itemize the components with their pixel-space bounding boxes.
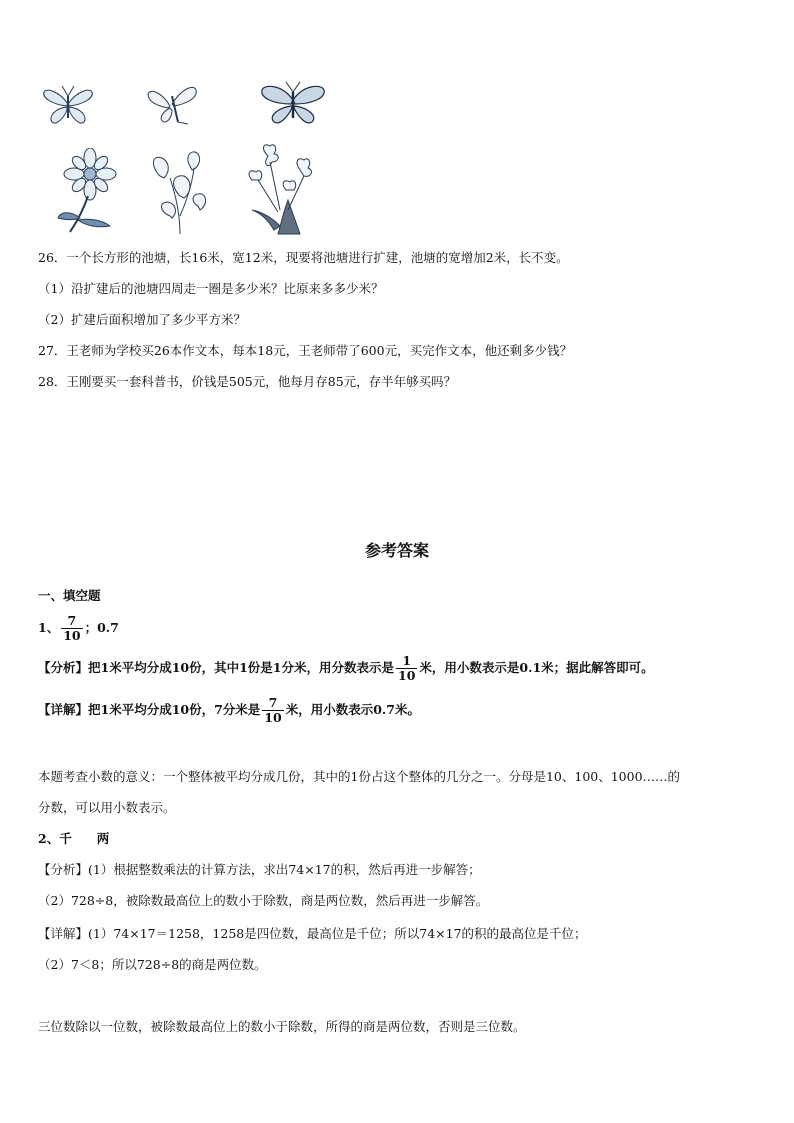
- answer-1: [38, 612, 119, 644]
- analysis-text-b: 米，用小数表示是0.1米；据此解答即可。: [419, 660, 654, 675]
- fraction-denominator: 10: [264, 710, 282, 725]
- answer-1-analysis: [38, 652, 654, 684]
- analysis-fraction: [396, 654, 417, 683]
- section-fill-in-blank: 一、填空题: [38, 588, 101, 603]
- answer-2: 2、千 两: [38, 831, 110, 846]
- answer-1-detail: [38, 694, 420, 726]
- fraction-numerator: 7: [262, 696, 283, 711]
- answer-1-note-line-1: 本题考查小数的意义：一个整体被平均分成几份，其中的1份占这个整体的几分之一。分母是10、100、1000……的: [38, 769, 681, 784]
- detail-text-b: 米，用小数表示0.7米。: [285, 702, 420, 717]
- answer-2-note: 三位数除以一位数，被除数最高位上的数小于除数，所得的商是两位数，否则是三位数。: [38, 1019, 526, 1034]
- fraction-denominator: 10: [63, 628, 81, 643]
- answer-1-fraction: [61, 614, 82, 643]
- answer-1-note-line-2: 分数，可以用小数表示。: [38, 800, 176, 815]
- question-26-part-1: （1）沿扩建后的池塘四周走一圈是多少米？比原来多多少米？: [38, 281, 384, 296]
- fraction-numerator: 1: [396, 654, 417, 669]
- detail-fraction: [262, 696, 283, 725]
- analysis-text-a: 【分析】把1米平均分成10份，其中1份是1分米，用分数表示是: [38, 660, 394, 675]
- question-28: 28．王刚要买一套科普书，价钱是505元，他每月存85元，存半年够买吗？: [38, 374, 457, 389]
- butterfly-image-1: [38, 82, 98, 128]
- butterfly-image-3: [258, 80, 328, 128]
- answer-1-suffix: ；0.7: [84, 620, 119, 635]
- fraction-denominator: 10: [398, 668, 416, 683]
- fraction-numerator: 7: [61, 614, 82, 629]
- answer-2-analysis-2: （2）728÷8，被除数最高位上的数小于除数，商是两位数，然后再进一步解答。: [38, 893, 489, 908]
- answer-2-detail-1: 【详解】(1）74×17＝1258，1258是四位数，最高位是千位；所以74×17的积的最高位是千位；: [38, 926, 587, 941]
- answer-2-detail-2: （2）7＜8；所以728÷8的商是两位数。: [38, 957, 267, 972]
- flower-image-1: [50, 148, 126, 234]
- flower-image-3: [238, 140, 324, 236]
- question-26: 26．一个长方形的池塘，长16米，宽12米，现要将池塘进行扩建，池塘的宽增加2米，长不变。: [38, 250, 569, 265]
- answer-2-analysis-1: 【分析】(1）根据整数乘法的计算方法，求出74×17的积，然后再进一步解答；: [38, 862, 481, 877]
- detail-text-a: 【详解】把1米平均分成10份，7分米是: [38, 702, 261, 717]
- question-27: 27．王老师为学校买26本作文本，每本18元，王老师带了600元，买完作文本，他还剩多少钱？: [38, 343, 573, 358]
- flower-image-2: [140, 146, 220, 236]
- question-26-part-2: （2）扩建后面积增加了多少平方米？: [38, 312, 246, 327]
- answers-title: 参考答案: [364, 541, 429, 560]
- answer-1-prefix: 1、: [38, 620, 60, 635]
- butterfly-image-2: [142, 82, 202, 128]
